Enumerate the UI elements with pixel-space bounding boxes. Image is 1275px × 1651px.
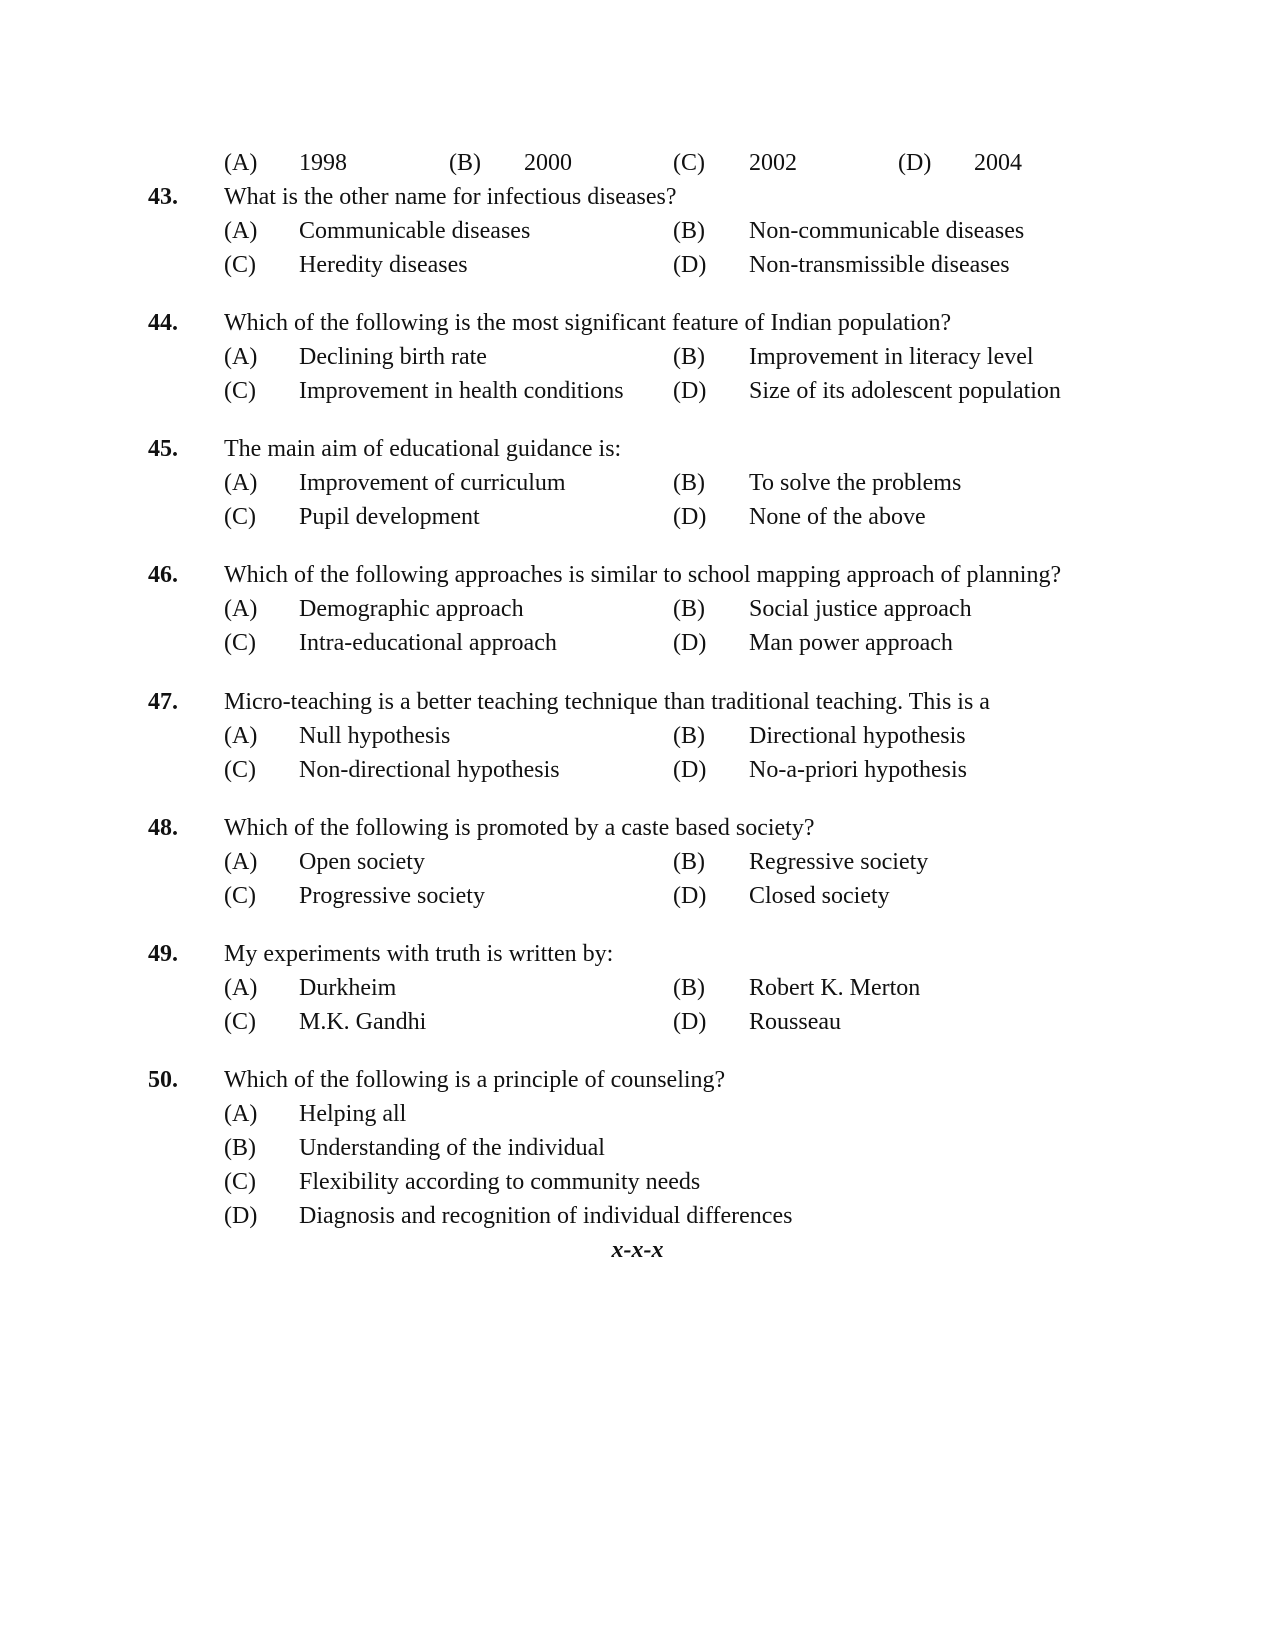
options-row <box>0 374 1275 408</box>
option-label: (B) <box>673 975 705 1001</box>
options-row <box>0 719 1275 753</box>
option-text: M.K. Gandhi <box>299 1009 427 1035</box>
question-text: Which of the following is the most significant feature of Indian population? <box>224 310 952 336</box>
option-text: Heredity diseases <box>299 252 468 278</box>
option-label: (A) <box>224 975 258 1001</box>
option-text: Open society <box>299 849 425 875</box>
option-text: Non-directional hypothesis <box>299 757 560 783</box>
option-text: 1998 <box>299 150 347 176</box>
option-label: (C) <box>224 252 256 278</box>
option-label: (C) <box>224 1009 256 1035</box>
option-label: (C) <box>224 378 256 404</box>
option-text: Social justice approach <box>749 596 972 622</box>
options-row <box>0 753 1275 787</box>
question-number: 47. <box>148 689 178 715</box>
option-label: (A) <box>224 218 258 244</box>
option-label: (B) <box>673 470 705 496</box>
option-label: (D) <box>673 504 707 530</box>
question-text: My experiments with truth is written by: <box>224 941 614 967</box>
question-45 <box>0 432 1275 466</box>
option-row <box>0 1165 1275 1199</box>
question-text: Micro-teaching is a better teaching technique than traditional teaching. This is a <box>224 689 990 715</box>
option-label: (C) <box>224 1169 256 1195</box>
question-number: 45. <box>148 436 178 462</box>
option-text: 2002 <box>749 150 797 176</box>
option-label: (A) <box>224 470 258 496</box>
option-label: (B) <box>673 596 705 622</box>
option-label: (B) <box>224 1135 256 1161</box>
option-text: Communicable diseases <box>299 218 531 244</box>
option-label: (D) <box>673 630 707 656</box>
question-48 <box>0 811 1275 845</box>
question-47 <box>0 685 1275 719</box>
options-row <box>0 626 1275 660</box>
option-label: (D) <box>673 757 707 783</box>
option-text: Improvement in literacy level <box>749 344 1034 370</box>
options-row <box>0 971 1275 1005</box>
option-text: Closed society <box>749 883 890 909</box>
option-label: (D) <box>898 150 932 176</box>
option-label: (A) <box>224 723 258 749</box>
option-label: (C) <box>224 504 256 530</box>
option-label: (B) <box>449 150 481 176</box>
option-label: (C) <box>224 630 256 656</box>
option-text: Null hypothesis <box>299 723 451 749</box>
question-text: The main aim of educational guidance is: <box>224 436 622 462</box>
option-text: Improvement in health conditions <box>299 378 624 404</box>
option-text: Improvement of curriculum <box>299 470 566 496</box>
question-number: 49. <box>148 941 178 967</box>
option-label: (C) <box>224 883 256 909</box>
question-text: Which of the following approaches is similar to school mapping approach of planning? <box>224 562 1062 588</box>
option-text: Declining birth rate <box>299 344 487 370</box>
q42-options-row <box>0 146 1275 180</box>
options-row <box>0 340 1275 374</box>
option-label: (D) <box>673 378 707 404</box>
options-row <box>0 1005 1275 1039</box>
option-text: Regressive society <box>749 849 929 875</box>
option-label: (D) <box>673 883 707 909</box>
option-text: Durkheim <box>299 975 397 1001</box>
option-label: (A) <box>224 150 258 176</box>
option-text: Pupil development <box>299 504 480 530</box>
options-row <box>0 845 1275 879</box>
option-label: (C) <box>224 757 256 783</box>
option-row <box>0 1097 1275 1131</box>
question-text: Which of the following is a principle of counseling? <box>224 1067 726 1093</box>
option-row <box>0 1131 1275 1165</box>
option-text: Directional hypothesis <box>749 723 966 749</box>
question-number: 43. <box>148 184 178 210</box>
option-text: Flexibility according to community needs <box>299 1169 701 1195</box>
option-text: Diagnosis and recognition of individual differences <box>299 1203 793 1229</box>
question-49 <box>0 937 1275 971</box>
question-44 <box>0 306 1275 340</box>
option-row <box>0 1199 1275 1233</box>
option-label: (B) <box>673 849 705 875</box>
question-50 <box>0 1063 1275 1097</box>
question-number: 44. <box>148 310 178 336</box>
options-row <box>0 592 1275 626</box>
option-text: Rousseau <box>749 1009 841 1035</box>
option-text: Man power approach <box>749 630 953 656</box>
option-text: To solve the problems <box>749 470 962 496</box>
options-row <box>0 214 1275 248</box>
option-label: (A) <box>224 596 258 622</box>
end-mark: x-x-x <box>611 1237 664 1263</box>
option-text: Robert K. Merton <box>749 975 921 1001</box>
option-text: Understanding of the individual <box>299 1135 605 1161</box>
option-text: Intra-educational approach <box>299 630 557 656</box>
option-text: Size of its adolescent population <box>749 378 1061 404</box>
option-label: (B) <box>673 723 705 749</box>
question-number: 46. <box>148 562 178 588</box>
options-row <box>0 500 1275 534</box>
option-label: (C) <box>673 150 705 176</box>
option-text: None of the above <box>749 504 926 530</box>
question-text: What is the other name for infectious diseases? <box>224 184 677 210</box>
question-43 <box>0 180 1275 214</box>
option-text: 2000 <box>524 150 572 176</box>
question-number: 50. <box>148 1067 178 1093</box>
option-label: (A) <box>224 344 258 370</box>
option-label: (D) <box>673 252 707 278</box>
option-text: No-a-priori hypothesis <box>749 757 967 783</box>
options-row <box>0 879 1275 913</box>
options-row <box>0 466 1275 500</box>
option-text: Demographic approach <box>299 596 524 622</box>
option-label: (B) <box>673 344 705 370</box>
option-text: 2004 <box>974 150 1022 176</box>
option-label: (A) <box>224 1101 258 1127</box>
question-46 <box>0 558 1275 592</box>
option-text: Non-communicable diseases <box>749 218 1025 244</box>
option-label: (B) <box>673 218 705 244</box>
option-label: (D) <box>673 1009 707 1035</box>
option-label: (D) <box>224 1203 258 1229</box>
question-number: 48. <box>148 815 178 841</box>
option-text: Helping all <box>299 1101 407 1127</box>
option-label: (A) <box>224 849 258 875</box>
option-text: Progressive society <box>299 883 485 909</box>
options-row <box>0 248 1275 282</box>
option-text: Non-transmissible diseases <box>749 252 1010 278</box>
question-text: Which of the following is promoted by a caste based society? <box>224 815 815 841</box>
